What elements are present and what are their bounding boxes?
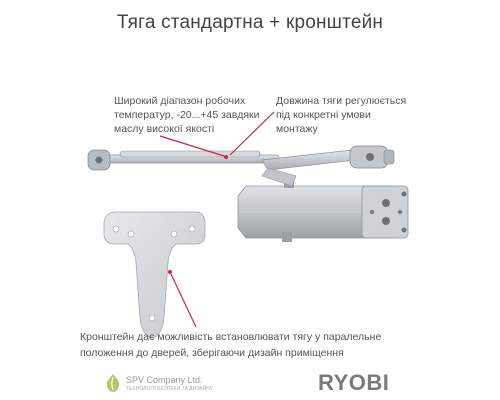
callout-line: монтажу <box>276 123 318 135</box>
company-logo-icon <box>104 372 122 394</box>
callout-line: під конкретні умови <box>276 109 371 121</box>
callout-line: маслу високої якості <box>114 123 215 135</box>
company-logo <box>104 372 213 394</box>
mounting-bracket <box>104 212 205 338</box>
callout-line: температур, -20...+45 завдяки <box>114 109 260 121</box>
door-closer-body <box>238 178 408 242</box>
brand-logo: RYOBI <box>318 370 390 395</box>
page-title: Тяга стандартна + кронштейн <box>116 12 384 33</box>
closer-arm <box>88 146 394 186</box>
callout-line: Довжина тяги регулюється <box>276 95 407 107</box>
callout-arm-length <box>276 94 406 136</box>
callout-temperature <box>114 94 260 136</box>
callout-line: Широкий діапазон робочих <box>114 95 246 107</box>
company-tagline: ТЕХНОЛОГІЇ БЕЗПЕКИ ТА ДИЗАЙНУ <box>126 385 213 392</box>
callout-line: положення до дверей, зберігаючи дизайн приміщення <box>80 347 344 359</box>
callout-line: Кронштейн дає можливість встановлювати тягу у паралельне <box>80 331 382 343</box>
company-name: SPV Company Ltd. <box>126 374 203 385</box>
callout-bracket <box>80 329 381 361</box>
